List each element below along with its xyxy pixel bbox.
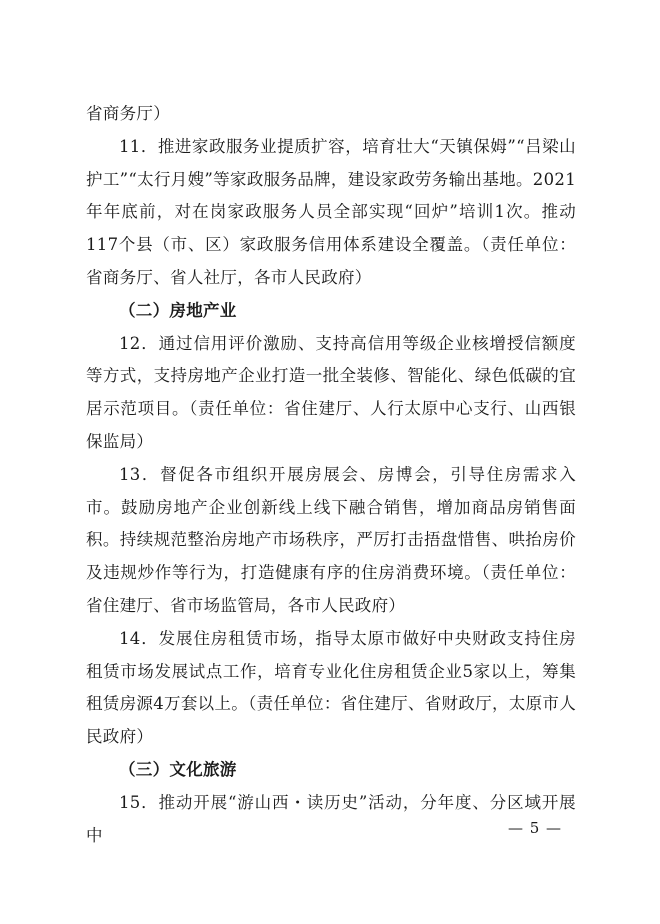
section-heading-real-estate: （二）房地产业 bbox=[119, 300, 237, 320]
paragraph-item-12: 12．通过信用评价激励、支持高信用等级企业核增授信额度等方式，支持房地产企业打造一批全装修、智能化、绿色低碳的宜居示范项目。（责任单位：省住建厅、人行太原中心支行、山西银保监局） bbox=[86, 333, 576, 451]
section-heading-culture-tourism: （三）文化旅游 bbox=[119, 759, 237, 779]
document-body bbox=[86, 98, 576, 852]
paragraph-item-15: 15．推动开展“游山西・读历史”活动，分年度、分区域开展中 bbox=[86, 792, 576, 845]
page-number: — 5 — bbox=[507, 819, 563, 837]
paragraph-item-13: 13．督促各市组织开展房展会、房博会，引导住房需求入市。鼓励房地产企业创新线上线下融合销售，增加商品房销售面积。持续规范整治房地产市场秩序，严厉打击捂盘惜售、哄抬房价及违规炒作等行为，打造健康有序的住房消费环境。（责任单位：省住建厅、省市场监管局，各市人民政府） bbox=[86, 464, 576, 615]
paragraph-item-14: 14．发展住房租赁市场，指导太原市做好中央财政支持住房租赁市场发展试点工作，培育专业化住房租赁企业5家以上，筹集租赁房源4万套以上。（责任单位：省住建厅、省财政厅，太原市人民政府） bbox=[86, 628, 576, 747]
paragraph-continuation: 省商务厅） bbox=[86, 104, 170, 123]
paragraph-item-11: 11．推进家政服务业提质扩容，培育壮大“天镇保姆”“吕梁山护工”“太行月嫂”等家政服务品牌，建设家政劳务输出基地。2021年年底前，对在岗家政服务人员全部实现“回炉”培训1次。推动117个县（市、区）家政服务信用体系建设全覆盖。（责任单位：省商务厅、省人社厅，各市人民政府） bbox=[86, 136, 576, 287]
